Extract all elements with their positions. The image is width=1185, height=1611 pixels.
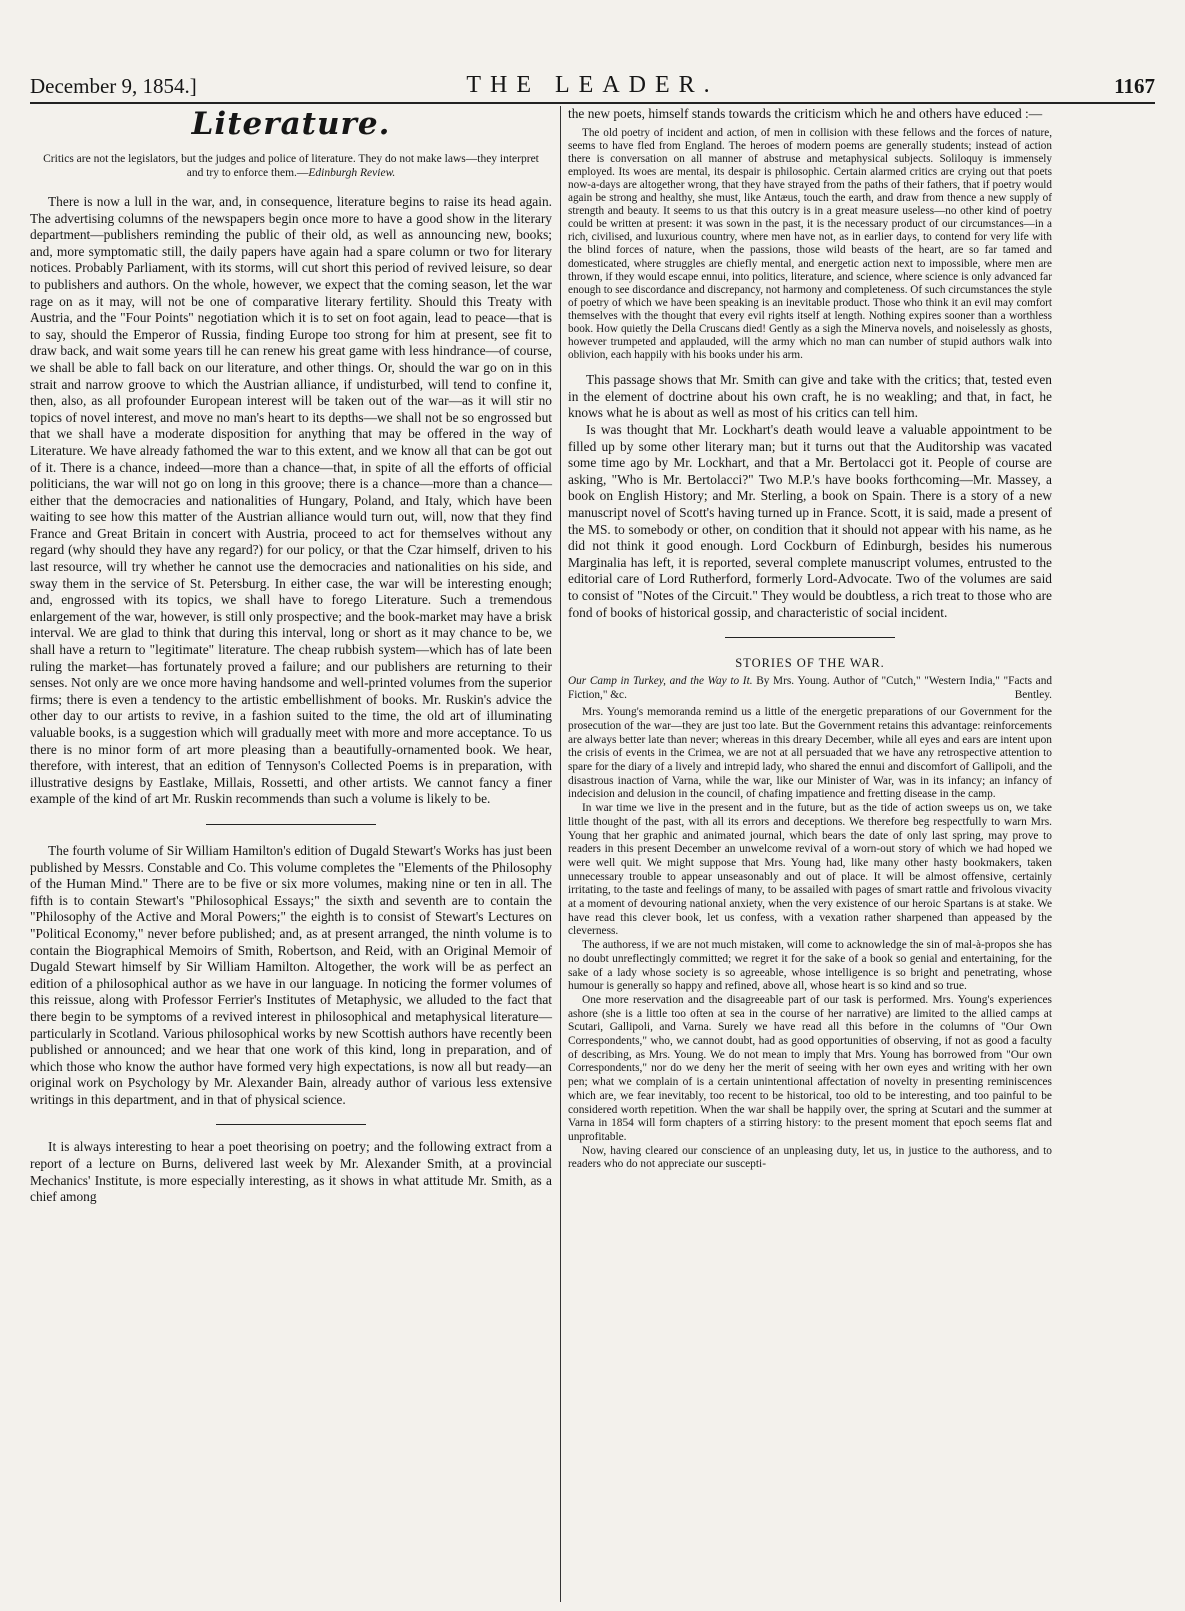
review-heading: STORIES OF THE WAR. bbox=[735, 656, 885, 671]
section-title: Literature. bbox=[191, 106, 391, 142]
article-paragraph: the new poets, himself stands towards the criticism which he and others have educed :— bbox=[568, 106, 1043, 121]
epigraph-source: Edinburgh Review. bbox=[308, 167, 396, 179]
page-number: 1167 bbox=[1114, 74, 1155, 98]
section-divider bbox=[206, 824, 376, 825]
section-divider bbox=[725, 637, 895, 638]
article-paragraph: It is always interesting to hear a poet theorising on poetry; and the following extract from a report of a lecture on Burns, delivered last week by Mr. Alexander Smith, at a provincial Mechanics' Institute, is more especially interesting, as it shows in what attitude Mr. Smith, as a chief among bbox=[30, 1139, 552, 1205]
issue-date: December 9, 1854.] bbox=[30, 74, 197, 98]
right-column bbox=[568, 106, 1052, 1172]
book-citation bbox=[568, 675, 1052, 702]
book-title: Our Camp in Turkey, and the Way to It. bbox=[568, 675, 753, 688]
article-paragraph: Is was thought that Mr. Lockhart's death would leave a valuable appointment to be filled up by some other literary man; but it turns out that the Auditorship was vacated some time ago by Mr. Lockhart, and that a Mr. Bertolacci got it. People of course are asking, "Who is Mr. Bertolacci?" Two M.P.'s have books forthcoming—Mr. Massey, a book on English History; and Mr. Sterling, a book on Spain. There is a story of a new manuscript novel of Scott's having turned up in France. Scott, it is said, made a present of the MS. to somebody or other, on condition that it should not appear with his name, as he did not think it good enough. Lord Cockburn of Edinburgh, besides his numerous Marginalia has left, it is reported, several complete manuscript volumes, entrusted to the editorial care of Lord Rutherford, formerly Lord-Advocate. Two of the volumes are said to consist of "Notes of the Circuit." They would be doubtless, a rich treat to those who are fond of books of historical gossip, and characteristic of social incident. bbox=[568, 422, 1052, 620]
epigraph-text: Critics are not the legislators, but the judges and police of literature. They do not make laws—they interpret and try to enforce them.— bbox=[43, 153, 539, 179]
article-paragraph: There is now a lull in the war, and, in consequence, literature begins to raise its head again. The advertising columns of the newspapers begin once more to have a good show in the literary department—publishers reminding the public of their old, as well as announcing new, books; and, more symptomatic still, the daily papers have again had a spare column or two for literary notices. Probably Parliament, with its storms, will cut short this period of revived leisure, so dear to publishers and authors. On the whole, however, we expect that the coming season, let the war rage on as it may, will not be one of comparative literary fertility. Should this Treaty with Austria, and the "Four Points" negotiation which it is to set on foot again, lead to peace—that is to say, should the Emperor of Russia, finding Europe too strong for him at present, see fit to draw back, and wait some years till he can renew his great game with less hindrance—of course, we shall be able to fall back on our literature, and other things. Or, should the war go on in this strait and narrow groove to which the Austrian alliance, if undisturbed, will tend to confine it, then, also, as all profounder European interest will be taken out of the war—as it will stir no topics of novel interest, and move no man's heart to its depths—we shall not be so engrossed but that we shall have a moderate disposition for anything that may be offered in the way of Literature. We have already fathomed the war to this extent, and we know all that can be got out of it. There is a chance, indeed—more than a chance—that, in spite of all the efforts of official politicians, the war will not go on long in this groove; there is a chance—more than a chance—either that the democracies and nationalities of Hungary, Poland, and Italy, which have been waiting to see how this matter of the Austrian alliance would turn out, will, now that they find France and Great Britain in concert with Austria, proceed to act for themselves without any regard (why should they have any regard?) for our policy, or that the Czar himself, driven to his last resource, will try whether he cannot use the democracies and nationalities on his side, and sway them in the service of St. Petersburg. In either case, the war will be interesting enough; and, engrossed with its topics, we shall have to forego Literature. Such a tremendous enlargement of the war, however, is still only prospective; and the book-market may have a brisk interval. We are glad to think that during this interval, long or short as it may chance to be, we shall have a return to "legitimate" literature. The cheap rubbish system—which has of late been ruling the market—has fortunately proved a failure; and our publishers are returning to their senses. Not only are we once more having handsome and well-printed volumes from the superior firms; there is even a tendency to the artistic embellishment of books. Mr. Ruskin's advice the other day to our artists to revive, in a fashion suited to the time, the old art of illuminating valuable books, is a suggestion which will gradually meet with more and more acceptance. To us there is no minor form of art more pleasing than a beautifully-ornamented book. We hear, therefore, with interest, that an edition of Tennyson's Collected Poems is in preparation, with illustrative designs by Eastlake, Millais, Rossetti, and other artists. We cannot fancy a finer example of the kind of art Mr. Ruskin recommends than such a volume is likely to be. bbox=[30, 194, 552, 807]
block-quote: The old poetry of incident and action, of men in collision with these fellows and the forces of nature, seems to have fled from England. The heroes of modern poems are generally students; instead of action there is conversation on all manner of abstruse and metaphysical subjects. Soliloquy is immensely employed. Its woes are mental, its despair is philosophic. Certain alarmed critics are crying out that poets now-a-days are altogether wrong, that they have strayed from the paths of their fathers, that if poetry would again be strong and healthy, she must, like Antæus, touch the earth, and draw from thence a new supply of strength and beauty. It seems to us that this outcry is in a great measure useless—no other kind of poetry could be written at present: it was sown in the past, it is the necessary product of our circumstances—in a rich, civilised, and luxurious country, where men have not, as in earlier days, to contend for very life with the blind forces of nature, when the passions, those wild beasts of the heart, are so far tamed and domesticated, where struggles are chiefly mental, and energetic action next to impossible, where men are thrown, if they would escape ennui, into politics, literature, and science, where science is only advanced far enough to see discordance and discrepancy, not harmony and completeness. Of such circumstances the style of poetry of which we have been speaking is an inevitable product. Those who think it an evil may comfort themselves with the thought that every evil rights itself at length. Nothing expires sooner than a worthless book. How quietly the Della Cruscans died! Gently as a sigh the Minerva novels, and noiselessly as ghosts, however trumpeted and applauded, will the army which no man can number of stupid authors walk into oblivion, each happily with his books under his arm. bbox=[568, 126, 1052, 362]
column-divider bbox=[560, 106, 561, 1602]
book-byline: By Mrs. Young. Author of "Cutch," "Western India," "Facts and Fiction," &c. bbox=[568, 675, 1052, 701]
article-paragraph: The fourth volume of Sir William Hamilton's edition of Dugald Stewart's Works has just been published by Messrs. Constable and Co. This volume completes the "Elements of the Philosophy of the Human Mind." There are to be five or six more volumes, making nine or ten in all. The fifth is to contain Stewart's "Philosophical Essays;" the sixth and seventh are to contain the "Philosophy of the Active and Moral Powers;" the eighth is to consist of Stewart's Lectures on "Political Economy," never before published; and, as at present arranged, the ninth volume is to contain the Biographical Memoirs of Smith, Robertson, and Reid, with an Original Memoir of Dugald Stewart himself by Sir William Hamilton. Altogether, the work will be as perfect an edition of a philosophical author as we have in our language. In noticing the former volumes of this reissue, along with Professor Ferrier's Institutes of Metaphysic, we alluded to the fact that there begin to be symptoms of a revived interest in philosophical and metaphysical literature—particularly in Scotland. Various philosophical works by new Scottish authors have recently been published or announced; and we hear that one work of this kind, long in preparation, and of which those who know the author have formed very high expectations, is now all but ready—an original work on Psychology by Mr. Alexander Bain, already author of various less extensive writings in this department, and in that of physical science. bbox=[30, 842, 552, 1107]
review-paragraph: In war time we live in the present and in the future, but as the tide of action sweeps us on, we take little thought of the past, with all its errors and deceptions. We therefore beg respectfully to warn Mrs. Young that her graphic and animated journal, which bears the date of only last spring, may prove to readers in this present December an unwelcome revival of a worn-out story of which we had hoped we were well quit. We might suppose that Mrs. Young had, like many other hasty bookmakers, taken unnecessary trouble to appear unseasonably and out of place. It will be almost offensive, certainly irritating, to the taste and feelings of many, to be assailed with pages of smart rattle and frivolous vivacity at a moment of devouring national anxiety, when the very existence of our heroic Spartans is at stake. We have read this clever book, let us confess, with a vexation rather sharpened than appeased by the cleverness. bbox=[568, 802, 1052, 938]
left-column bbox=[30, 106, 552, 1206]
review-paragraph: Now, having cleared our conscience of an unpleasing duty, let us, in justice to the authoress, and to readers who do not appreciate our suscepti- bbox=[568, 1144, 1052, 1171]
review-paragraph: Mrs. Young's memoranda remind us a little of the energetic preparations of our Government for the prosecution of the war—they are just too late. But the Government retains this advantage: reinforcements are always better late than never; whereas in this dreary December, while all eyes and ears are intent upon the crisis of events in the Crimea, we are not at all persuaded that we have any retrospective attention to spare for the diary of a lively and intrepid lady, who shared the ennui and discomfort of Gallipoli, and the disastrous inaction of Varna, while the war, like our Minister of War, was in its infancy; an infancy of indecision and delusion in the council, of chafing impatience and fretting disease in the camp. bbox=[568, 706, 1052, 801]
epigraph bbox=[40, 152, 542, 180]
section-divider bbox=[216, 1124, 366, 1125]
paper-title: THE LEADER. bbox=[466, 72, 719, 98]
article-paragraph: This passage shows that Mr. Smith can give and take with the critics; that, tested even in the element of doctrine about his own craft, he is no weakling; and that, in fact, he knows what he is about as well as most of his critics can tell him. bbox=[568, 372, 1052, 421]
review-paragraph: One more reservation and the disagreeable part of our task is performed. Mrs. Young's experiences ashore (she is a little too often at sea in the course of her narrative) are limited to the allied camps at Scutari, Gallipoli, and Varna. Surely we have read all this before in the columns of "Our Own Correspondents," who, we cannot doubt, had as good opportunities of observing, if not as good a faculty of describing, as Mrs. Young. We do not mean to imply that Mrs. Young has borrowed from "Our own Correspondents," nor do we deny her the merit of seeing with her own eyes and writing with her own pen; what we complain of is a certain unintentional affectation of novelty in presenting reminiscences which are, we fear inevitably, too recent to be historical, too old to be interesting, and too painful to be considered worth repetition. When the war shall be happily over, the spring at Scutari and the summer at Varna in 1854 will form chapters of a stirring history: to the present moment that epoch seems flat and unprofitable. bbox=[568, 993, 1052, 1143]
book-publisher: Bentley. bbox=[1014, 688, 1052, 701]
masthead bbox=[30, 72, 1155, 106]
review-paragraph: The authoress, if we are not much mistaken, will come to acknowledge the sin of mal-à-propos she has no doubt unreflectingly committed; we regret it for the sake of a book so genial and entertaining, for the sake of a lady whose society is so agreeable, whose intelligence is so bright and penetrating, whose humour is generally so happy and refined, above all, whose heart is so kind and so true. bbox=[568, 939, 1052, 993]
masthead-rule bbox=[30, 102, 1155, 104]
